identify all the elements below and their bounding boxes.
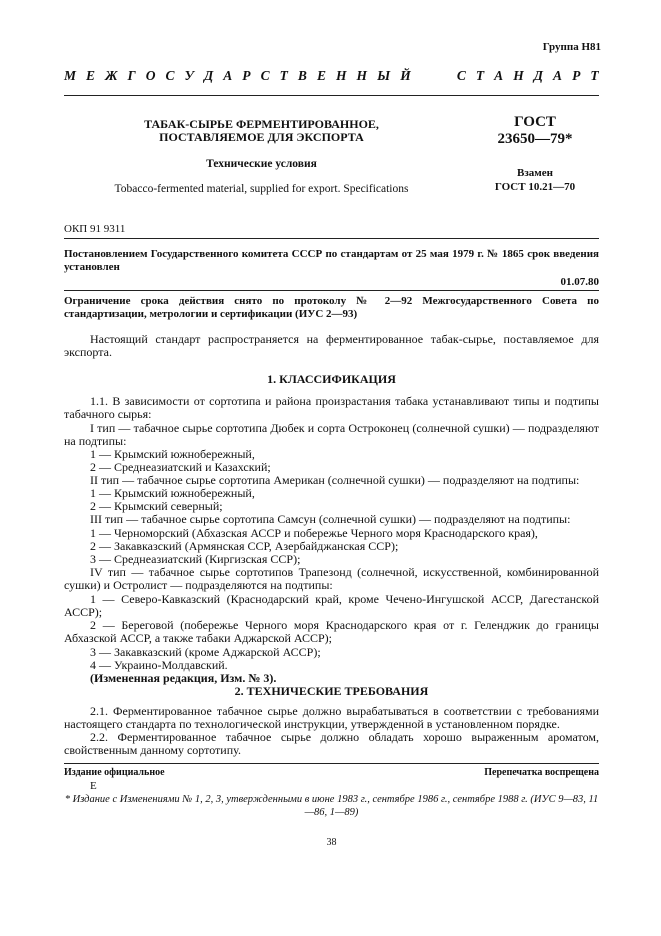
banner-letter: У	[184, 68, 194, 83]
banner-letter: С	[456, 68, 466, 83]
type-3-subtype-1: 1 — Черноморский (Абхазская АССР и побережье Черного моря Краснодарского края),	[90, 526, 538, 540]
clause-2-2: 2.2. Ферментированное табачное сырье должно обладать хорошо выраженным ароматом, свойственным данному сортотипу.	[64, 730, 599, 758]
replaces-value: ГОСТ 10.21—70	[494, 181, 576, 193]
effective-date: 01.07.80	[560, 276, 599, 288]
top-divider	[64, 95, 599, 96]
banner-letter: Е	[86, 68, 96, 83]
type-4-subtype-2: 2 — Береговой (побережье Черного моря Краснодарского края от г. Геленджик до границы Абхазской АССР, а также табаки Аджарской АССР);	[64, 618, 599, 646]
revision-note: (Измененная редакция, Изм. № 3).	[90, 671, 277, 685]
banner-letter: В	[297, 68, 307, 83]
english-title: Tobacco-fermented material, supplied for export. Specifications	[114, 183, 409, 195]
type-4: IV тип — табачное сырье сортотипов Трапезонд (солнечной, искусственной, комбинированной сушки) и Остролист — подразделяются на подтипы:	[64, 565, 599, 593]
banner-letter	[439, 69, 447, 83]
okp-code: ОКП 91 9311	[64, 223, 126, 235]
type-1-subtype-1: 1 — Крымский южнобережный,	[90, 447, 255, 461]
divider-decree	[64, 290, 599, 291]
banner-letter: С	[165, 68, 175, 83]
limit-text: Ограничение срока действия снято по протоколу № 2—92 Межгосударственного Совета по стандартизации, метрологии и сертификации (ИУС 2—93)	[64, 295, 599, 320]
type-4-subtype-4: 4 — Украино-Молдавский.	[90, 658, 228, 672]
banner-letter: Й	[400, 68, 411, 83]
banner-letter: Т	[475, 68, 485, 83]
banner-letter: Н	[513, 68, 524, 83]
edition-letter: Е	[90, 780, 97, 792]
page-number: 38	[326, 837, 337, 848]
title-line-2: ПОСТАВЛЯЕМОЕ ДЛЯ ЭКСПОРТА	[159, 130, 364, 144]
banner-letter: Н	[356, 68, 368, 83]
banner-letter: Ы	[377, 68, 391, 83]
clause-1-1: 1.1. В зависимости от сортотипа и района произрастания табака устанавливают типы и подтипы табачного сырья:	[64, 394, 599, 422]
clause-2-1: 2.1. Ферментированное табачное сырье должно вырабатываться в соответствии с требованиями настоящего стандарта по технологической инструкции, утвержденной в установленном порядке.	[64, 704, 599, 732]
type-3-subtype-3: 3 — Среднеазиатский (Киргизская ССР);	[90, 552, 301, 566]
footer-divider	[64, 763, 599, 764]
replaces-label: Взамен	[517, 167, 553, 179]
type-1-subtype-2: 2 — Среднеазиатский и Казахский;	[90, 460, 271, 474]
banner-letter: А	[494, 68, 504, 83]
gost-designation	[470, 114, 600, 148]
title-line-1: ТАБАК-СЫРЬЕ ФЕРМЕНТИРОВАННОЕ,	[144, 117, 379, 131]
banner-letter: А	[553, 68, 563, 83]
decree-text: Постановлением Государственного комитета СССР по стандартам от 25 мая 1979 г. № 1865 срок введения установлен	[64, 248, 599, 273]
divider-okp	[64, 238, 599, 239]
section-1-heading: 1. КЛАССИФИКАЦИЯ	[267, 372, 396, 386]
banner-letter: Е	[316, 68, 326, 83]
intro-paragraph: Настоящий стандарт распространяется на ферментированное табак-сырье, поставляемое для экспорта.	[64, 332, 599, 360]
banner-letter: М	[64, 68, 77, 83]
banner-letter	[421, 69, 429, 83]
type-1: I тип — табачное сырье сортотипа Дюбек и сорта Остроконец (солнечной сушки) — подразделяют на подтипы:	[64, 421, 599, 449]
type-2: II тип — табачное сырье сортотипа Американ (солнечной сушки) — подразделяют на подтипы:	[90, 473, 580, 487]
type-3-subtype-2: 2 — Закавказский (Армянская ССР, Азербайджанская ССР);	[90, 539, 399, 553]
type-3: III тип — табачное сырье сортотипа Самсун (солнечной сушки) — подразделяют на подтипы:	[90, 512, 571, 526]
banner-letter: Р	[242, 68, 251, 83]
banner-letter: Н	[336, 68, 347, 83]
banner-letter: С	[260, 68, 270, 83]
interstate-standard-banner	[64, 69, 599, 83]
type-4-subtype-1: 1 — Северо-Кавказский (Краснодарский край, кроме Чечено-Ингушской АССР, Дагестанской АССР);	[64, 592, 599, 620]
official-edition: Издание официальное	[64, 767, 165, 778]
banner-letter: Т	[279, 68, 288, 83]
type-4-subtype-3: 3 — Закавказский (кроме Аджарской АССР);	[90, 645, 321, 659]
document-subtitle: Технические условия	[206, 158, 317, 170]
banner-letter: Д	[533, 68, 543, 83]
gost-number: 23650—79*	[497, 131, 573, 147]
edition-footnote: * Издание с Изменениями № 1, 2, 3, утвержденными в июне 1983 г., сентябре 1986 г., сентябре 1988 г. (ИУС 9—83, 11—86, 1—89)	[64, 794, 599, 818]
banner-letter: Г	[127, 68, 136, 83]
gost-label: ГОСТ	[514, 114, 556, 130]
group-label: Группа Н81	[542, 41, 601, 53]
replaces-block	[470, 166, 600, 194]
type-2-subtype-2: 2 — Крымский северный;	[90, 499, 223, 513]
reprint-prohibited: Перепечатка воспрещена	[484, 767, 599, 778]
banner-letter: Р	[572, 68, 581, 83]
type-2-subtype-1: 1 — Крымский южнобережный,	[90, 486, 255, 500]
banner-letter: О	[145, 68, 156, 83]
banner-letter: А	[223, 68, 233, 83]
banner-letter: Д	[203, 68, 214, 83]
banner-letter: Ж	[105, 68, 118, 83]
document-title	[64, 118, 459, 144]
banner-letter: Т	[590, 68, 599, 83]
section-2-heading: 2. ТЕХНИЧЕСКИЕ ТРЕБОВАНИЯ	[234, 684, 429, 698]
